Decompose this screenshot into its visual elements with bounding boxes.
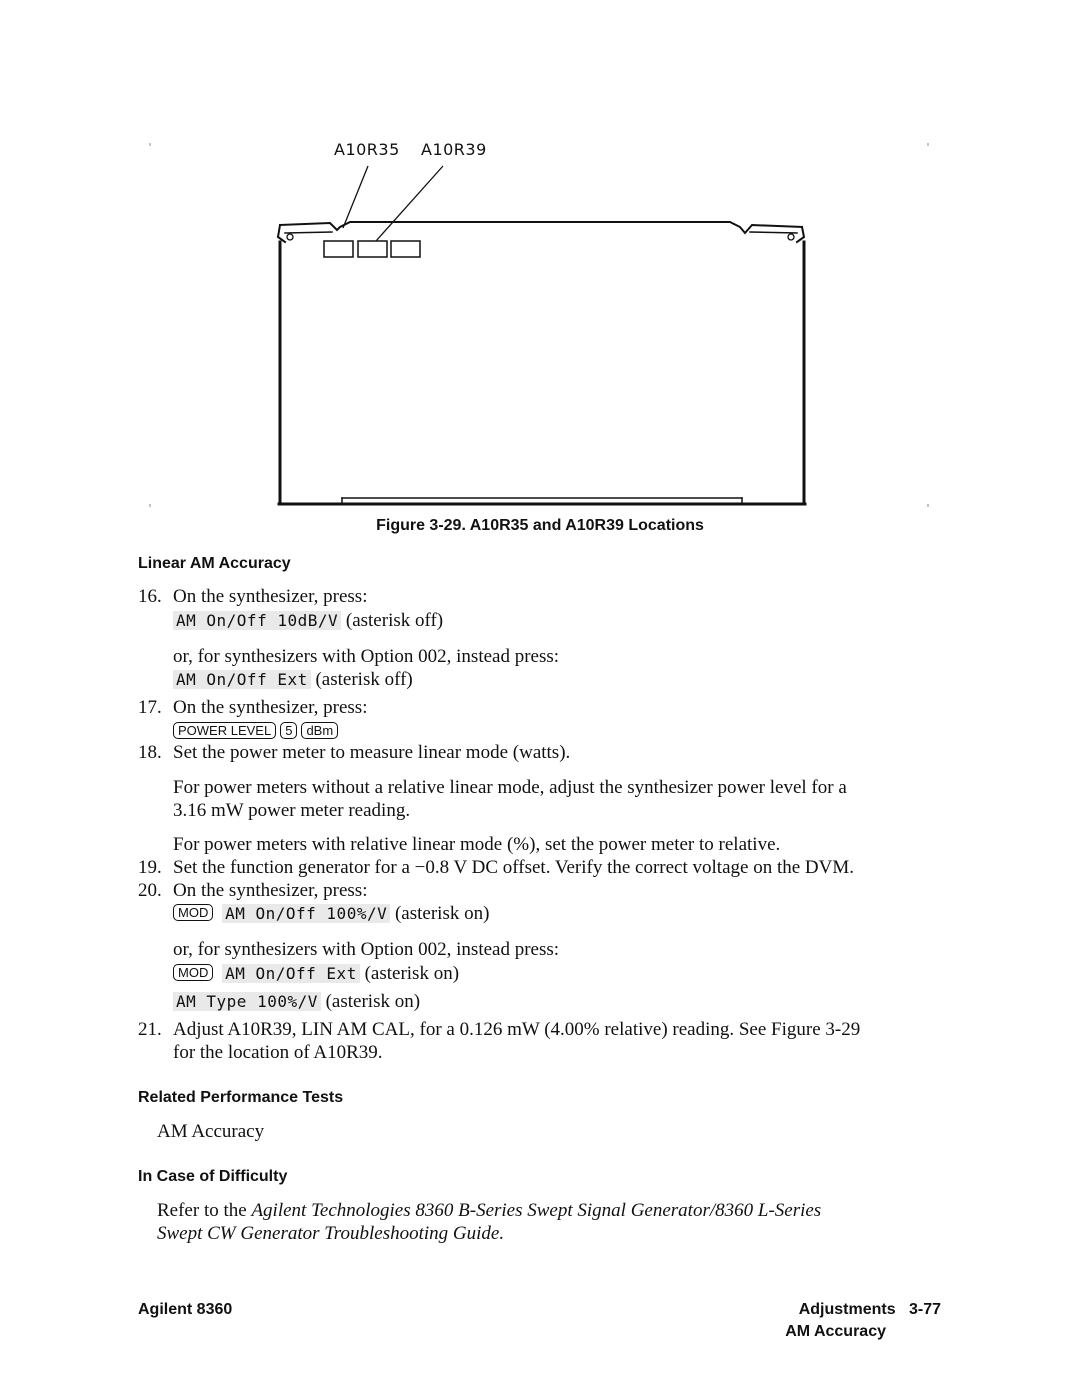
label-a10r39: A10R39: [421, 140, 487, 159]
hardkey-5[interactable]: 5: [280, 722, 297, 739]
footer-subsection: AM Accuracy: [785, 1323, 886, 1340]
step-20-alt-keys: [173, 962, 459, 985]
step-16-alt: or, for synthesizers with Option 002, instead press:: [173, 646, 560, 667]
step-17: [138, 696, 367, 719]
hardkey-power-level[interactable]: POWER LEVEL: [173, 722, 276, 739]
step-number: 20.: [138, 880, 162, 901]
step-text: Set the function generator for a −0.8 V DC offset. Verify the correct voltage on the DVM.: [173, 857, 854, 878]
step-16-keys: [173, 609, 443, 632]
page-number: 3-77: [908, 1301, 941, 1318]
step-suffix: (asterisk on): [364, 963, 460, 984]
board-figure: [0, 0, 1080, 520]
hardkey-mod[interactable]: MOD: [173, 904, 213, 921]
step-19: [138, 856, 854, 879]
step-suffix: (asterisk on): [394, 903, 490, 924]
step-number: 21.: [138, 1019, 162, 1040]
softkey-am-10db[interactable]: AM On/Off 10dB/V: [173, 611, 341, 630]
step-18-para1-line2: 3.16 mW power meter reading.: [173, 800, 411, 821]
step-16: [138, 585, 367, 608]
softkey-am-ext[interactable]: AM On/Off Ext: [173, 670, 311, 689]
footer-section-name: Adjustments: [798, 1301, 896, 1318]
hardkey-dbm[interactable]: dBm: [301, 722, 338, 739]
softkey-am-type-100pct[interactable]: AM Type 100%/V: [173, 992, 321, 1011]
step-suffix: (asterisk on): [325, 991, 421, 1012]
step-text: On the synthesizer, press:: [173, 880, 368, 901]
step-text: On the synthesizer, press:: [173, 586, 368, 607]
step-20: [138, 879, 367, 902]
step-suffix: (asterisk off): [315, 669, 413, 690]
step-number: 19.: [138, 857, 162, 878]
figure-caption: Figure 3-29. A10R35 and A10R39 Locations: [376, 517, 704, 534]
step-text: Adjust A10R39, LIN AM CAL, for a 0.126 mW (4.00% relative) reading. See Figure 3-29: [173, 1019, 861, 1040]
label-a10r35: A10R35: [334, 140, 400, 159]
step-text: Set the power meter to measure linear mode (watts).: [173, 742, 571, 763]
hardkey-mod[interactable]: MOD: [173, 964, 213, 981]
footer-product: Agilent 8360: [138, 1301, 233, 1318]
step-20-alt2-keys: [173, 990, 420, 1013]
softkey-am-ext[interactable]: AM On/Off Ext: [222, 964, 360, 983]
step-17-keys: [173, 720, 342, 743]
step-21-line2: for the location of A10R39.: [173, 1042, 383, 1063]
step-text: On the synthesizer, press:: [173, 697, 368, 718]
step-18-para2: For power meters with relative linear mode (%), set the power meter to relative.: [173, 834, 781, 855]
section-heading-linear-am: Linear AM Accuracy: [138, 555, 291, 572]
step-suffix: (asterisk off): [345, 610, 444, 631]
step-16-alt-keys: [173, 668, 413, 691]
step-number: 18.: [138, 742, 162, 763]
softkey-am-100pct[interactable]: AM On/Off 100%/V: [222, 904, 390, 923]
difficulty-line2: Swept CW Generator Troubleshooting Guide.: [157, 1223, 505, 1244]
difficulty-line1: [157, 1199, 821, 1222]
section-heading-difficulty: In Case of Difficulty: [138, 1168, 288, 1185]
step-21: [138, 1018, 860, 1041]
step-18-para1-line1: For power meters without a relative linear mode, adjust the synthesizer power level for a: [173, 777, 847, 798]
step-number: 17.: [138, 697, 162, 718]
step-20-alt: or, for synthesizers with Option 002, instead press:: [173, 939, 560, 960]
guide-title: Agilent Technologies 8360 B-Series Swept Signal Generator/8360 L-Series: [251, 1200, 822, 1221]
step-18: [138, 741, 570, 764]
difficulty-prefix: Refer to the: [157, 1200, 247, 1221]
board-outline-diagram: [0, 0, 1080, 520]
section-heading-related: Related Performance Tests: [138, 1089, 344, 1106]
footer-section: [799, 1301, 941, 1319]
step-20-keys: [173, 902, 489, 925]
step-number: 16.: [138, 586, 162, 607]
related-test: AM Accuracy: [157, 1121, 265, 1142]
